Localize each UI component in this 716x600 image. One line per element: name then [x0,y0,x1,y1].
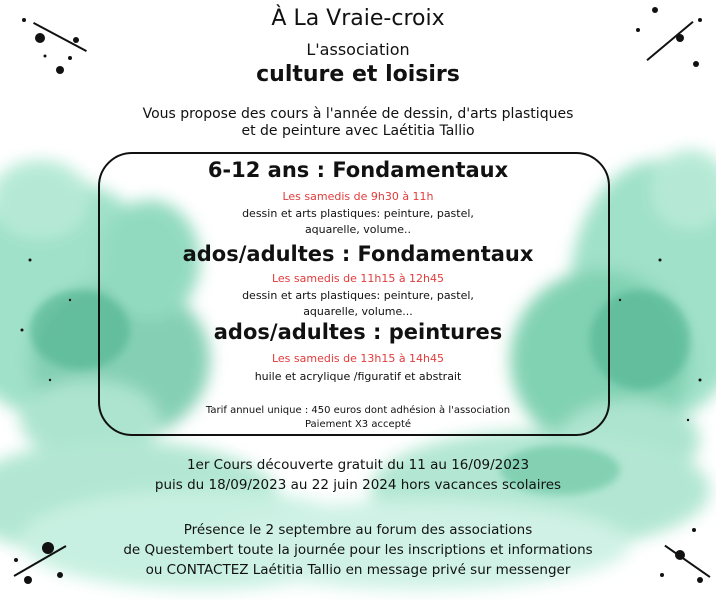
course-3-desc-1: huile et acrylique /figuratif et abstrait [254,370,462,383]
header-place: À La Vraie-croix [271,6,445,31]
course-1-title: 6-12 ans : Fondamentaux [207,158,509,182]
course-1-desc-2: aquarelle, volume.. [304,223,412,236]
course-2-desc-2: aquarelle, volume... [303,305,413,318]
pricing-line-1: Tarif annuel unique : 450 euros dont adhésion à l'association [205,405,511,416]
course-3-title: ados/adultes : peintures [213,320,503,344]
discovery-line-1: 1er Cours découverte gratuit du 11 au 16/09/2023 [186,457,530,473]
header-association: L'association [306,40,410,59]
header-name: culture et loisirs [256,62,460,87]
intro-text [0,106,716,140]
intro-line-1: Vous propose des cours à l'année de dessin, d'arts plastiques [142,106,574,122]
discovery-text [0,455,716,495]
course-1-desc-1: dessin et arts plastiques: peinture, pastel, [242,207,474,220]
course-2-desc-1: dessin et arts plastiques: peinture, pastel, [242,289,474,302]
discovery-line-2: puis du 18/09/2023 au 22 juin 2024 hors vacances scolaires [154,477,562,493]
intro-line-2: et de peinture avec Laétitia Tallio [241,123,475,139]
forum-text [0,520,716,580]
course-2-title: ados/adultes : Fondamentaux [182,242,534,266]
course-3-schedule: Les samedis de 13h15 à 14h45 [271,352,445,365]
forum-line-2: de Questembert toute la journée pour les inscriptions et informations [123,542,593,558]
course-2-schedule: Les samedis de 11h15 à 12h45 [271,272,445,285]
forum-line-3: ou CONTACTEZ Laétitia Tallio en message privé sur messenger [145,562,571,578]
pricing-line-2: Paiement X3 accepté [304,419,412,430]
course-1-schedule: Les samedis de 9h30 à 11h [282,190,434,203]
forum-line-1: Présence le 2 septembre au forum des associations [183,522,533,538]
